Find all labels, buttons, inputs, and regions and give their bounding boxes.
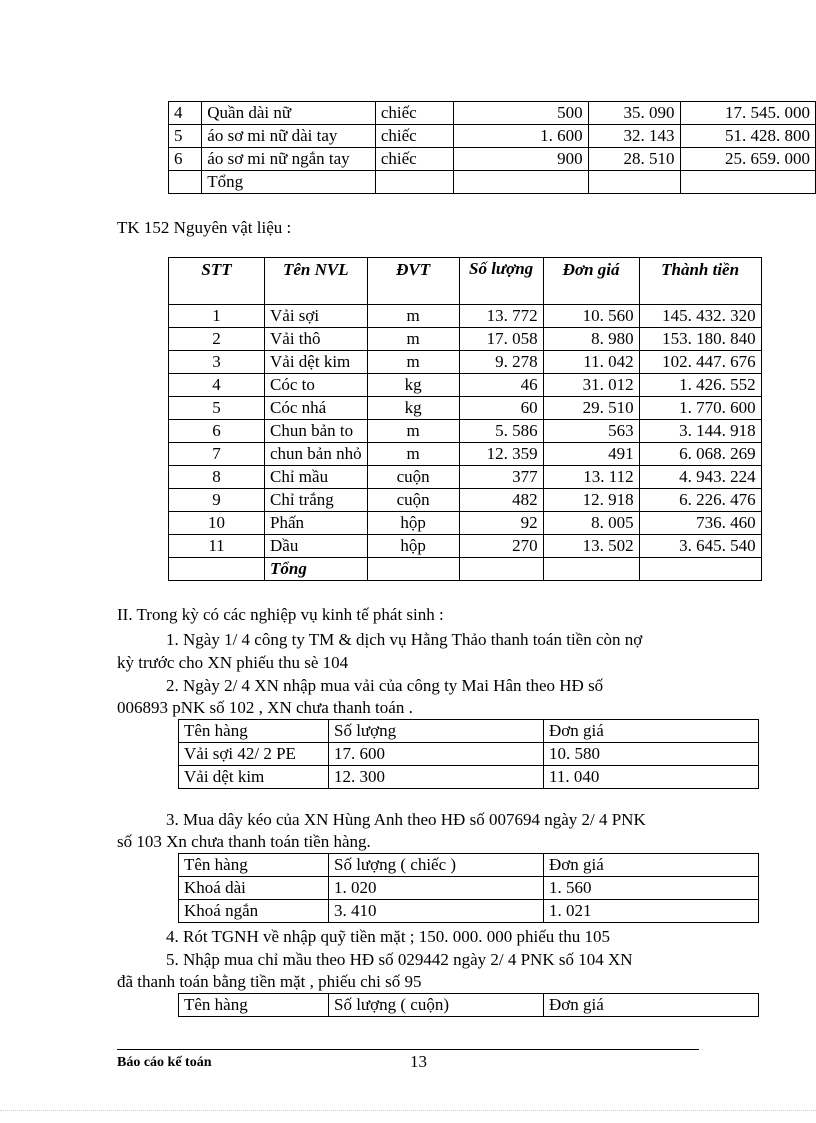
amount-cell: 6. 068. 269	[639, 443, 761, 466]
stt-cell: 2	[169, 328, 265, 351]
header-amount: Thành tiền	[639, 258, 761, 305]
price-cell: 32. 143	[588, 125, 680, 148]
qty-cell: 12. 300	[329, 766, 544, 789]
stt-cell: 4	[169, 102, 202, 125]
stt-cell: 7	[169, 443, 265, 466]
amount-cell: 736. 460	[639, 512, 761, 535]
section-ii-heading: II. Trong kỳ có các nghiệp vụ kinh tế phát sinh :	[117, 605, 444, 624]
table-row	[169, 466, 762, 489]
qty-cell: 3. 410	[329, 900, 544, 923]
goods-cell: Khoá dài	[179, 877, 329, 900]
total-label: Tổng	[265, 558, 368, 581]
qty-cell: 9. 278	[459, 351, 543, 374]
item2-goods-table	[178, 719, 759, 789]
nvl-table	[168, 257, 762, 581]
table-row	[179, 766, 759, 789]
header-qty: Số lượng ( cuộn)	[329, 994, 544, 1017]
price-cell: 31. 012	[543, 374, 639, 397]
item5-text-line2: đã thanh toán bằng tiền mặt , phiếu chi số 95	[117, 972, 422, 991]
amount-cell: 6. 226. 476	[639, 489, 761, 512]
header-qty: Số lượng	[329, 720, 544, 743]
unit-cell: kg	[367, 374, 459, 397]
amount-cell: 1. 426. 552	[639, 374, 761, 397]
item2-text-line2: 006893 pNK số 102 , XN chưa thanh toán .	[117, 698, 413, 717]
qty-cell: 1. 600	[453, 125, 588, 148]
qty-cell: 92	[459, 512, 543, 535]
goods-cell: Khoá ngắn	[179, 900, 329, 923]
table-row	[169, 125, 816, 148]
table-row	[169, 489, 762, 512]
empty-cell	[453, 171, 588, 194]
header-price: Đơn giá	[544, 720, 759, 743]
empty-cell	[588, 171, 680, 194]
stt-cell: 9	[169, 489, 265, 512]
goods-cell: Vải sợi 42/ 2 PE	[179, 743, 329, 766]
unit-cell: chiếc	[375, 125, 453, 148]
amount-cell: 153. 180. 840	[639, 328, 761, 351]
amount-cell: 17. 545. 000	[680, 102, 815, 125]
price-cell: 10. 580	[544, 743, 759, 766]
unit-cell: m	[367, 328, 459, 351]
name-cell: Cóc to	[265, 374, 368, 397]
name-cell: Quần dài nữ	[202, 102, 376, 125]
qty-cell: 12. 359	[459, 443, 543, 466]
item1-text-line1: 1. Ngày 1/ 4 công ty TM & dịch vụ Hằng Thảo thanh toán tiền còn nợ	[166, 630, 643, 649]
stt-cell: 11	[169, 535, 265, 558]
header-price: Đơn giá	[544, 854, 759, 877]
name-cell: Vải sợi	[265, 305, 368, 328]
table-row	[169, 102, 816, 125]
empty-cell	[639, 558, 761, 581]
empty-cell	[680, 171, 815, 194]
header-unit: ĐVT	[367, 258, 459, 305]
header-goods: Tên hàng	[179, 720, 329, 743]
item1-text-line2: kỳ trước cho XN phiếu thu sè 104	[117, 653, 349, 672]
item5-text-line1: 5. Nhập mua chỉ mầu theo HĐ số 029442 ngày 2/ 4 PNK số 104 XN	[166, 950, 633, 969]
table-header-row	[179, 720, 759, 743]
empty-cell	[169, 558, 265, 581]
amount-cell: 25. 659. 000	[680, 148, 815, 171]
unit-cell: m	[367, 351, 459, 374]
price-cell: 11. 042	[543, 351, 639, 374]
name-cell: Vải thô	[265, 328, 368, 351]
footer-title: Báo cáo kế toán	[117, 1055, 212, 1070]
stt-cell: 10	[169, 512, 265, 535]
qty-cell: 377	[459, 466, 543, 489]
stt-cell: 8	[169, 466, 265, 489]
name-cell: Dầu	[265, 535, 368, 558]
header-stt: STT	[169, 258, 265, 305]
footer-divider	[117, 1049, 699, 1050]
amount-cell: 1. 770. 600	[639, 397, 761, 420]
header-price: Đơn giá	[543, 258, 639, 305]
page-number: 13	[410, 1052, 427, 1071]
amount-cell: 51. 428. 800	[680, 125, 815, 148]
price-cell: 8. 005	[543, 512, 639, 535]
unit-cell: m	[367, 443, 459, 466]
price-cell: 11. 040	[544, 766, 759, 789]
price-cell: 491	[543, 443, 639, 466]
item2-text-line1: 2. Ngày 2/ 4 XN nhập mua vải của công ty Mai Hân theo HĐ số	[166, 676, 604, 695]
qty-cell: 500	[453, 102, 588, 125]
unit-cell: kg	[367, 397, 459, 420]
price-cell: 563	[543, 420, 639, 443]
qty-cell: 5. 586	[459, 420, 543, 443]
unit-cell: m	[367, 305, 459, 328]
header-name: Tên NVL	[265, 258, 368, 305]
amount-cell: 102. 447. 676	[639, 351, 761, 374]
price-cell: 35. 090	[588, 102, 680, 125]
table-row	[169, 351, 762, 374]
header-goods: Tên hàng	[179, 854, 329, 877]
table-row	[169, 305, 762, 328]
price-cell: 13. 502	[543, 535, 639, 558]
amount-cell: 145. 432. 320	[639, 305, 761, 328]
stt-cell: 6	[169, 420, 265, 443]
name-cell: Chun bản to	[265, 420, 368, 443]
table-row	[169, 148, 816, 171]
price-cell: 13. 112	[543, 466, 639, 489]
amount-cell: 3. 645. 540	[639, 535, 761, 558]
header-qty: Số lượng ( chiếc )	[329, 854, 544, 877]
stt-cell: 1	[169, 305, 265, 328]
table-row	[169, 420, 762, 443]
qty-cell: 900	[453, 148, 588, 171]
name-cell: Vải dệt kim	[265, 351, 368, 374]
name-cell: chun bản nhỏ	[265, 443, 368, 466]
table-header-row	[179, 994, 759, 1017]
stt-cell: 5	[169, 397, 265, 420]
table-row	[179, 900, 759, 923]
table-row	[179, 877, 759, 900]
stt-cell: 5	[169, 125, 202, 148]
qty-cell: 60	[459, 397, 543, 420]
stt-cell	[169, 171, 202, 194]
qty-cell: 482	[459, 489, 543, 512]
name-cell: Phấn	[265, 512, 368, 535]
qty-cell: 17. 600	[329, 743, 544, 766]
qty-cell: 17. 058	[459, 328, 543, 351]
empty-cell	[543, 558, 639, 581]
table-header-row	[179, 854, 759, 877]
table-row	[169, 443, 762, 466]
amount-cell: 4. 943. 224	[639, 466, 761, 489]
unit-cell: chiếc	[375, 148, 453, 171]
total-row	[169, 558, 762, 581]
price-cell: 1. 560	[544, 877, 759, 900]
price-cell: 28. 510	[588, 148, 680, 171]
table-row	[169, 535, 762, 558]
section-tk152-heading: TK 152 Nguyên vật liệu :	[117, 218, 292, 237]
page-bottom-divider	[0, 1110, 816, 1111]
empty-cell	[375, 171, 453, 194]
table-row	[169, 397, 762, 420]
price-cell: 1. 021	[544, 900, 759, 923]
total-label: Tổng	[202, 171, 376, 194]
item4-text: 4. Rót TGNH về nhập quỹ tiền mặt ; 150. 000. 000 phiếu thu 105	[166, 927, 611, 946]
name-cell: Chỉ mầu	[265, 466, 368, 489]
price-cell: 29. 510	[543, 397, 639, 420]
qty-cell: 1. 020	[329, 877, 544, 900]
price-cell: 8. 980	[543, 328, 639, 351]
qty-cell: 46	[459, 374, 543, 397]
qty-cell: 270	[459, 535, 543, 558]
table-row	[169, 374, 762, 397]
qty-cell: 13. 772	[459, 305, 543, 328]
unit-cell: hộp	[367, 512, 459, 535]
unit-cell: hộp	[367, 535, 459, 558]
goods-cell: Vải dệt kim	[179, 766, 329, 789]
unit-cell: m	[367, 420, 459, 443]
table-row	[169, 512, 762, 535]
stt-cell: 6	[169, 148, 202, 171]
header-goods: Tên hàng	[179, 994, 329, 1017]
header-price: Đơn giá	[544, 994, 759, 1017]
unit-cell: cuộn	[367, 466, 459, 489]
table-header-row	[169, 258, 762, 305]
empty-cell	[367, 558, 459, 581]
stt-cell: 4	[169, 374, 265, 397]
products-table	[168, 101, 816, 194]
empty-cell	[459, 558, 543, 581]
unit-cell: cuộn	[367, 489, 459, 512]
table-row	[169, 328, 762, 351]
name-cell: áo sơ mi nữ ngắn tay	[202, 148, 376, 171]
price-cell: 10. 560	[543, 305, 639, 328]
header-qty: Số lượng	[459, 258, 543, 305]
total-row	[169, 171, 816, 194]
item3-text-line1: 3. Mua dây kéo của XN Hùng Anh theo HĐ số 007694 ngày 2/ 4 PNK	[166, 810, 646, 829]
item3-text-line2: số 103 Xn chưa thanh toán tiền hàng.	[117, 832, 371, 851]
name-cell: Chỉ trắng	[265, 489, 368, 512]
price-cell: 12. 918	[543, 489, 639, 512]
item3-goods-table	[178, 853, 759, 923]
name-cell: áo sơ mi nữ dài tay	[202, 125, 376, 148]
table-row	[179, 743, 759, 766]
stt-cell: 3	[169, 351, 265, 374]
amount-cell: 3. 144. 918	[639, 420, 761, 443]
unit-cell: chiếc	[375, 102, 453, 125]
name-cell: Cóc nhá	[265, 397, 368, 420]
item5-goods-table	[178, 993, 759, 1017]
